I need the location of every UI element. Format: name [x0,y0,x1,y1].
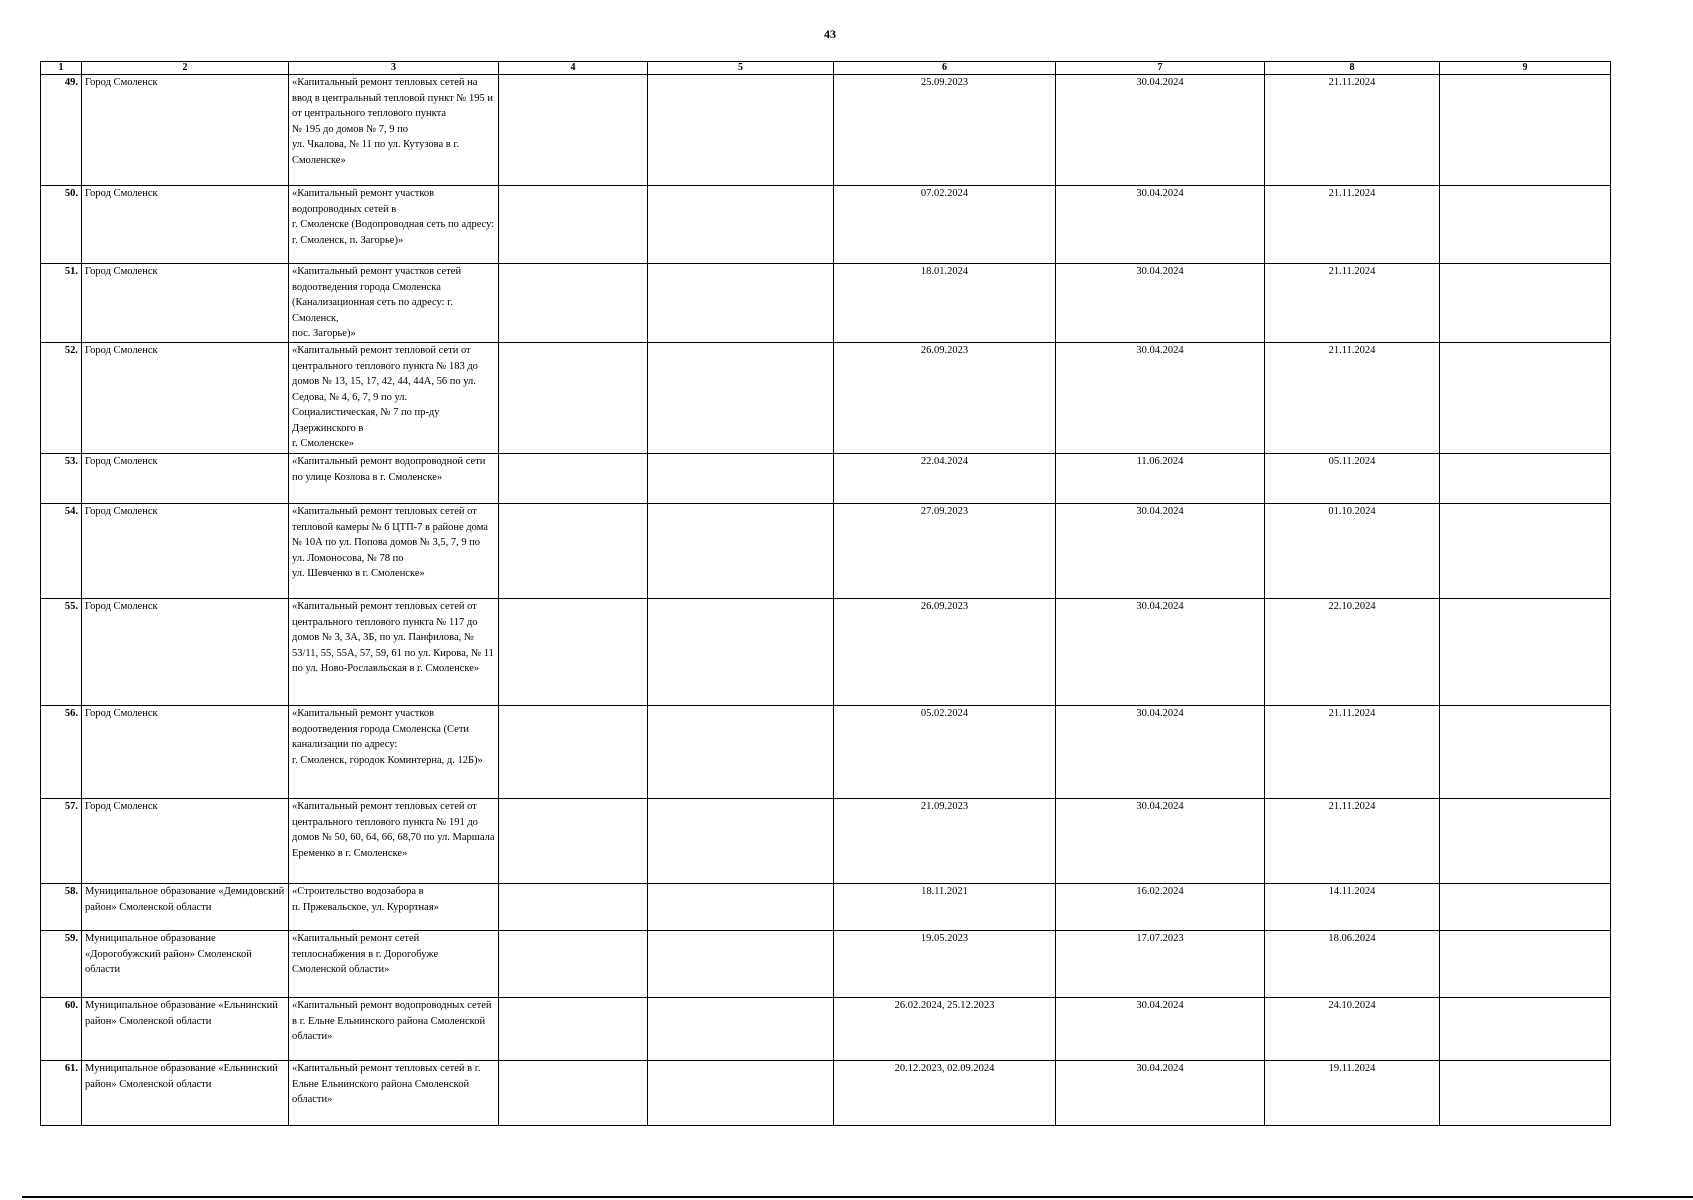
column-9-cell [1440,599,1611,706]
date-column-6: 26.09.2023 [834,599,1056,706]
column-4-cell [499,454,648,504]
date-column-7: 30.04.2024 [1056,998,1265,1061]
column-4-cell [499,998,648,1061]
date-column-8: 22.10.2024 [1265,599,1440,706]
object-description: «Капитальный ремонт тепловых сетей от центрального теплового пункта № 191 до домов № 50, 60, 64, 66, 68,70 по ул. Маршала Еременко в г. Смоленске» [289,799,499,884]
row-number: 54. [41,504,82,599]
row-number: 50. [41,186,82,264]
column-5-cell [648,454,834,504]
column-5-cell [648,1061,834,1126]
municipality-cell: Город Смоленск [82,343,289,454]
table-row [41,504,1611,599]
municipality-cell: Город Смоленск [82,706,289,799]
column-9-cell [1440,186,1611,264]
municipality-cell: Город Смоленск [82,454,289,504]
table-row [41,454,1611,504]
row-number: 60. [41,998,82,1061]
object-description: «Строительство водозабора в п. Пржевальское, ул. Курортная» [289,884,499,931]
municipality-cell: Город Смоленск [82,75,289,186]
municipality-cell: Муниципальное образование «Ельнинский район» Смоленской области [82,998,289,1061]
column-5-cell [648,343,834,454]
date-column-8: 21.11.2024 [1265,799,1440,884]
table-row [41,75,1611,186]
municipality-cell: Город Смоленск [82,186,289,264]
date-column-6: 21.09.2023 [834,799,1056,884]
column-4-cell [499,599,648,706]
object-description: «Капитальный ремонт водопроводных сетей в г. Ельне Ельнинского района Смоленской области» [289,998,499,1061]
date-column-6: 18.01.2024 [834,264,1056,343]
table-row [41,799,1611,884]
row-number: 53. [41,454,82,504]
table-row [41,599,1611,706]
row-number: 61. [41,1061,82,1126]
column-header-3: 3 [289,62,499,75]
object-description: «Капитальный ремонт водопроводной сети по улице Козлова в г. Смоленске» [289,454,499,504]
column-5-cell [648,884,834,931]
column-4-cell [499,884,648,931]
date-column-7: 11.06.2024 [1056,454,1265,504]
date-column-8: 21.11.2024 [1265,75,1440,186]
column-5-cell [648,504,834,599]
object-description: «Капитальный ремонт участков сетей водоотведения города Смоленска (Канализационная сеть по адресу: г. Смоленск, пос. Загорье)» [289,264,499,343]
date-column-7: 30.04.2024 [1056,75,1265,186]
table-row [41,998,1611,1061]
municipality-cell: Город Смоленск [82,599,289,706]
table-row [41,1061,1611,1126]
object-description: «Капитальный ремонт сетей теплоснабжения в г. Дорогобуже Смоленской области» [289,931,499,998]
date-column-7: 17.07.2023 [1056,931,1265,998]
column-4-cell [499,75,648,186]
date-column-8: 18.06.2024 [1265,931,1440,998]
table-row [41,186,1611,264]
column-header-6: 6 [834,62,1056,75]
date-column-8: 21.11.2024 [1265,264,1440,343]
column-5-cell [648,799,834,884]
table-row [41,706,1611,799]
column-header-8: 8 [1265,62,1440,75]
column-5-cell [648,706,834,799]
municipality-cell: Город Смоленск [82,504,289,599]
municipality-cell: Город Смоленск [82,799,289,884]
page-number: 43 [824,27,836,41]
date-column-6: 25.09.2023 [834,75,1056,186]
column-5-cell [648,998,834,1061]
column-9-cell [1440,1061,1611,1126]
row-number: 58. [41,884,82,931]
date-column-6: 26.09.2023 [834,343,1056,454]
row-number: 52. [41,343,82,454]
column-header-5: 5 [648,62,834,75]
date-column-7: 30.04.2024 [1056,343,1265,454]
column-4-cell [499,343,648,454]
row-number: 56. [41,706,82,799]
row-number: 51. [41,264,82,343]
column-4-cell [499,799,648,884]
municipality-cell: Муниципальное образование «Демидовский район» Смоленской области [82,884,289,931]
column-header-7: 7 [1056,62,1265,75]
table-body [41,75,1611,1126]
row-number: 59. [41,931,82,998]
municipality-cell: Муниципальное образование «Дорогобужский район» Смоленской области [82,931,289,998]
date-column-6: 19.05.2023 [834,931,1056,998]
schedule-table [40,61,1611,1126]
column-9-cell [1440,264,1611,343]
bottom-rule [22,1196,1693,1198]
date-column-7: 30.04.2024 [1056,799,1265,884]
object-description: «Капитальный ремонт тепловых сетей на ввод в центральный тепловой пункт № 195 и от центрального теплового пункта № 195 до домов № 7, 9 по ул. Чкалова, № 11 по ул. Кутузова в г. Смоленске» [289,75,499,186]
column-9-cell [1440,799,1611,884]
column-9-cell [1440,504,1611,599]
column-5-cell [648,931,834,998]
date-column-8: 05.11.2024 [1265,454,1440,504]
object-description: «Капитальный ремонт тепловой сети от центрального теплового пункта № 183 до домов № 13, 15, 17, 42, 44, 44А, 56 по ул. Седова, № 4, 6, 7, 9 по ул. Социалистическая, № 7 по пр-ду Дзержинского в г. Смоленске» [289,343,499,454]
object-description: «Капитальный ремонт тепловых сетей от центрального теплового пункта № 117 до домов № 3, 3А, 3Б, по ул. Панфилова, № 53/11, 55, 55А, 57, 59, 61 по ул. Кирова, № 11 по ул. Ново-Рославльская в г. Смоленске» [289,599,499,706]
date-column-8: 19.11.2024 [1265,1061,1440,1126]
date-column-6: 18.11.2021 [834,884,1056,931]
object-description: «Капитальный ремонт участков водоотведения города Смоленска (Сети канализации по адресу: г. Смоленск, городок Коминтерна, д. 12Б)» [289,706,499,799]
date-column-6: 07.02.2024 [834,186,1056,264]
date-column-8: 21.11.2024 [1265,186,1440,264]
row-number: 55. [41,599,82,706]
column-5-cell [648,264,834,343]
column-9-cell [1440,998,1611,1061]
table-row [41,931,1611,998]
table-row [41,884,1611,931]
column-number-row [41,62,1611,75]
column-5-cell [648,599,834,706]
date-column-7: 30.04.2024 [1056,706,1265,799]
municipality-cell: Город Смоленск [82,264,289,343]
column-header-1: 1 [41,62,82,75]
column-9-cell [1440,931,1611,998]
column-9-cell [1440,706,1611,799]
column-5-cell [648,186,834,264]
date-column-7: 16.02.2024 [1056,884,1265,931]
date-column-8: 24.10.2024 [1265,998,1440,1061]
date-column-7: 30.04.2024 [1056,1061,1265,1126]
date-column-8: 01.10.2024 [1265,504,1440,599]
row-number: 49. [41,75,82,186]
column-4-cell [499,264,648,343]
table-row [41,343,1611,454]
municipality-cell: Муниципальное образование «Ельнинский район» Смоленской области [82,1061,289,1126]
date-column-6: 27.09.2023 [834,504,1056,599]
date-column-7: 30.04.2024 [1056,186,1265,264]
row-number: 57. [41,799,82,884]
column-9-cell [1440,75,1611,186]
table-row [41,264,1611,343]
date-column-6: 20.12.2023, 02.09.2024 [834,1061,1056,1126]
column-4-cell [499,186,648,264]
column-4-cell [499,931,648,998]
date-column-6: 26.02.2024, 25.12.2023 [834,998,1056,1061]
column-header-9: 9 [1440,62,1611,75]
date-column-7: 30.04.2024 [1056,264,1265,343]
column-header-4: 4 [499,62,648,75]
column-4-cell [499,1061,648,1126]
date-column-8: 14.11.2024 [1265,884,1440,931]
column-4-cell [499,706,648,799]
date-column-7: 30.04.2024 [1056,599,1265,706]
column-9-cell [1440,454,1611,504]
column-9-cell [1440,343,1611,454]
date-column-6: 05.02.2024 [834,706,1056,799]
date-column-7: 30.04.2024 [1056,504,1265,599]
date-column-6: 22.04.2024 [834,454,1056,504]
date-column-8: 21.11.2024 [1265,343,1440,454]
column-4-cell [499,504,648,599]
date-column-8: 21.11.2024 [1265,706,1440,799]
object-description: «Капитальный ремонт участков водопроводных сетей в г. Смоленске (Водопроводная сеть по адресу: г. Смоленск, п. Загорье)» [289,186,499,264]
column-9-cell [1440,884,1611,931]
column-5-cell [648,75,834,186]
object-description: «Капитальный ремонт тепловых сетей от тепловой камеры № 6 ЦТП-7 в районе дома № 10А по ул. Попова домов № 3,5, 7, 9 по ул. Ломоносова, № 78 по ул. Шевченко в г. Смоленске» [289,504,499,599]
column-header-2: 2 [82,62,289,75]
object-description: «Капитальный ремонт тепловых сетей в г. Ельне Ельнинского района Смоленской области» [289,1061,499,1126]
